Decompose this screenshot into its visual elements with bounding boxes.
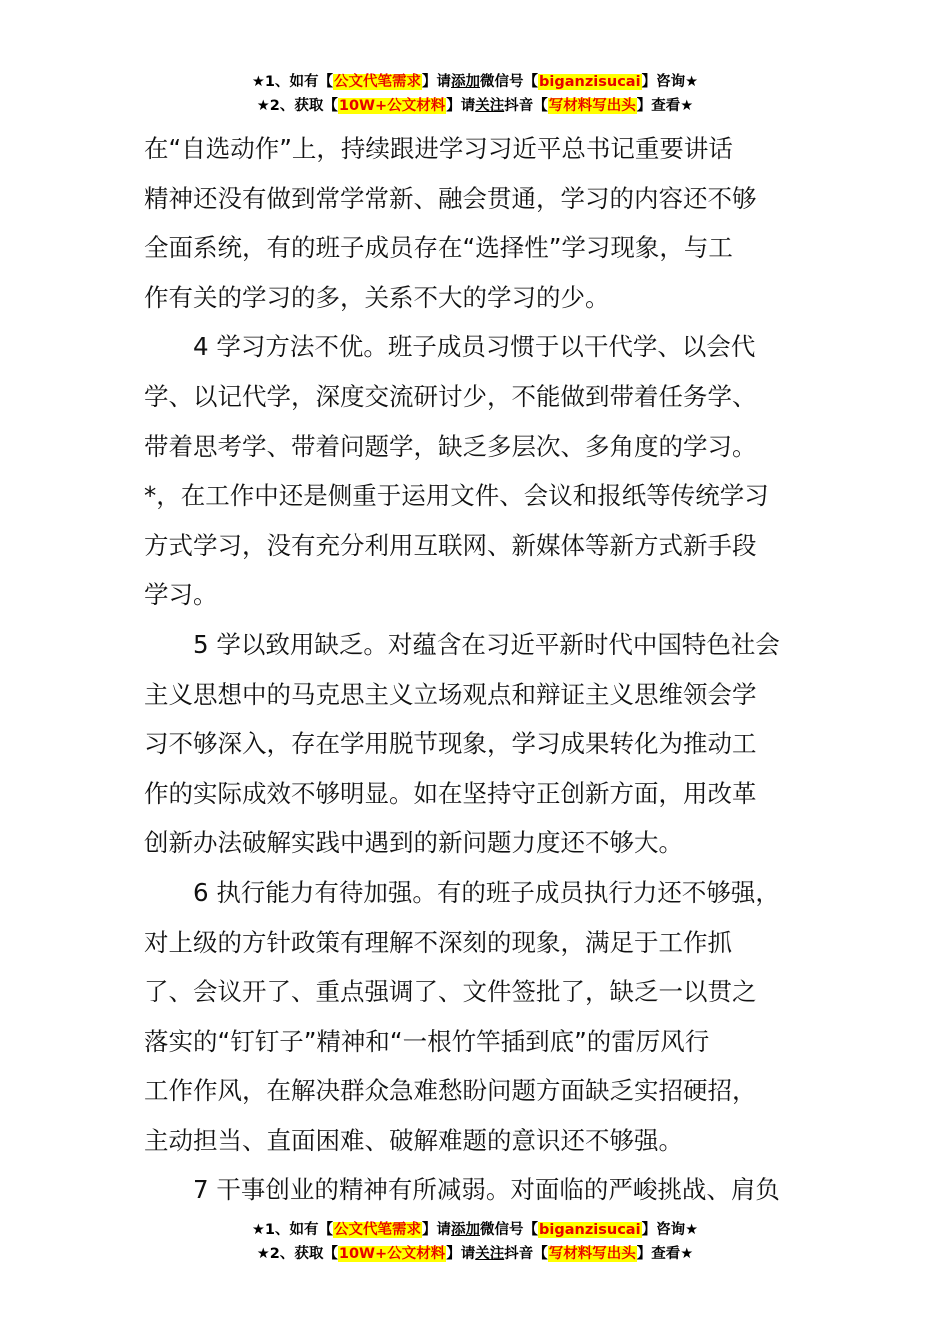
banner-underline: 添加 (451, 74, 481, 90)
footer-banner (0, 1218, 950, 1266)
text-line: 全面系统，有的班子成员存在“选择性”学习现象，与工 (144, 233, 733, 263)
banner-text: ★2、获取【 (256, 1246, 338, 1262)
text-line: 方式学习，没有充分利用互联网、新媒体等新方式新手段 (144, 530, 757, 560)
text-line: 在“自选动作”上，持续跟进学习习近平总书记重要讲话 (144, 134, 733, 163)
header-banner (0, 70, 950, 118)
banner-underline: 添加 (451, 1222, 481, 1238)
text-line: 带着思考学、带着问题学，缺乏多层次、多角度的学习。 (144, 431, 757, 461)
text-line: 习不够深入，存在学用脱节现象，学习成果转化为推动工 (144, 729, 757, 759)
text-line: *，在工作中还是侧重于运用文件、会议和报纸等传统学习 (144, 481, 769, 511)
banner-text: 】请 (422, 1222, 452, 1238)
banner-douyin-id: 写材料写出头 (548, 98, 636, 114)
banner-underline: 关注 (475, 1246, 505, 1262)
banner-text: ★1、如有【 (251, 1222, 334, 1238)
text-line: 对上级的方针政策有理解不深刻的现象，满足于工作抓 (144, 927, 732, 957)
banner-text: ★1、如有【 (251, 74, 334, 90)
text-line: 主义思想中的马克思主义立场观点和辩证主义思维领会学 (144, 679, 757, 709)
text-line: 落实的“钉钉子”精神和“一根竹竿插到底”的雷厉风行 (144, 1026, 710, 1056)
banner-text: 抖音【 (504, 1246, 548, 1262)
text-line: 了、会议开了、重点强调了、文件签批了，缺乏一以贯之 (144, 977, 757, 1007)
text-line: 工作作风，在解决群众急难愁盼问题方面缺乏实招硬招， (144, 1076, 757, 1106)
footer-banner-line-2 (0, 1242, 950, 1266)
paragraph-start-4: 4 学习方法不优。班子成员习惯于以干代学、以会代 (193, 332, 756, 362)
header-banner-line-1 (0, 70, 950, 94)
paragraph-start-7: 7 干事创业的精神有所减弱。对面临的严峻挑战、肩负 (193, 1175, 780, 1205)
text-line: 作的实际成效不够明显。如在坚持守正创新方面，用改革 (144, 778, 757, 808)
footer-banner-line-1 (0, 1218, 950, 1242)
banner-text: 】请 (422, 74, 452, 90)
text-line: 作有关的学习的多，关系不大的学习的少。 (144, 282, 610, 312)
banner-highlight: 10W+公文材料 (338, 98, 446, 114)
banner-douyin-id: 写材料写出头 (548, 1246, 636, 1262)
banner-text: 】咨询★ (641, 74, 699, 90)
banner-text: 微信号【 (480, 74, 539, 90)
banner-wechat-id: biganzisucai (539, 74, 641, 90)
text-line: 创新办法破解实践中遇到的新问题力度还不够大。 (144, 828, 683, 858)
banner-highlight: 公文代笔需求 (334, 74, 422, 90)
banner-highlight: 10W+公文材料 (338, 1246, 446, 1262)
banner-text: 】咨询★ (641, 1222, 699, 1238)
text-line: 学、以记代学，深度交流研讨少，不能做到带着任务学、 (144, 381, 757, 411)
banner-text: 】查看★ (636, 1246, 694, 1262)
text-line: 学习。 (144, 580, 218, 610)
banner-text: 】查看★ (636, 98, 694, 114)
banner-text: 】请 (446, 1246, 476, 1262)
document-body (144, 124, 812, 1215)
header-banner-line-2 (0, 94, 950, 118)
banner-wechat-id: biganzisucai (539, 1222, 641, 1238)
banner-text: 抖音【 (504, 98, 548, 114)
paragraph-start-6: 6 执行能力有待加强。有的班子成员执行力还不够强， (193, 877, 780, 907)
banner-underline: 关注 (475, 98, 505, 114)
text-line: 主动担当、直面困难、破解难题的意识还不够强。 (144, 1125, 683, 1155)
text-line: 精神还没有做到常学常新、融会贯通，学习的内容还不够 (144, 183, 757, 213)
banner-text: 微信号【 (480, 1222, 539, 1238)
banner-text: 】请 (446, 98, 476, 114)
banner-highlight: 公文代笔需求 (334, 1222, 422, 1238)
banner-text: ★2、获取【 (256, 98, 338, 114)
paragraph-start-5: 5 学以致用缺乏。对蕴含在习近平新时代中国特色社会 (193, 629, 780, 659)
